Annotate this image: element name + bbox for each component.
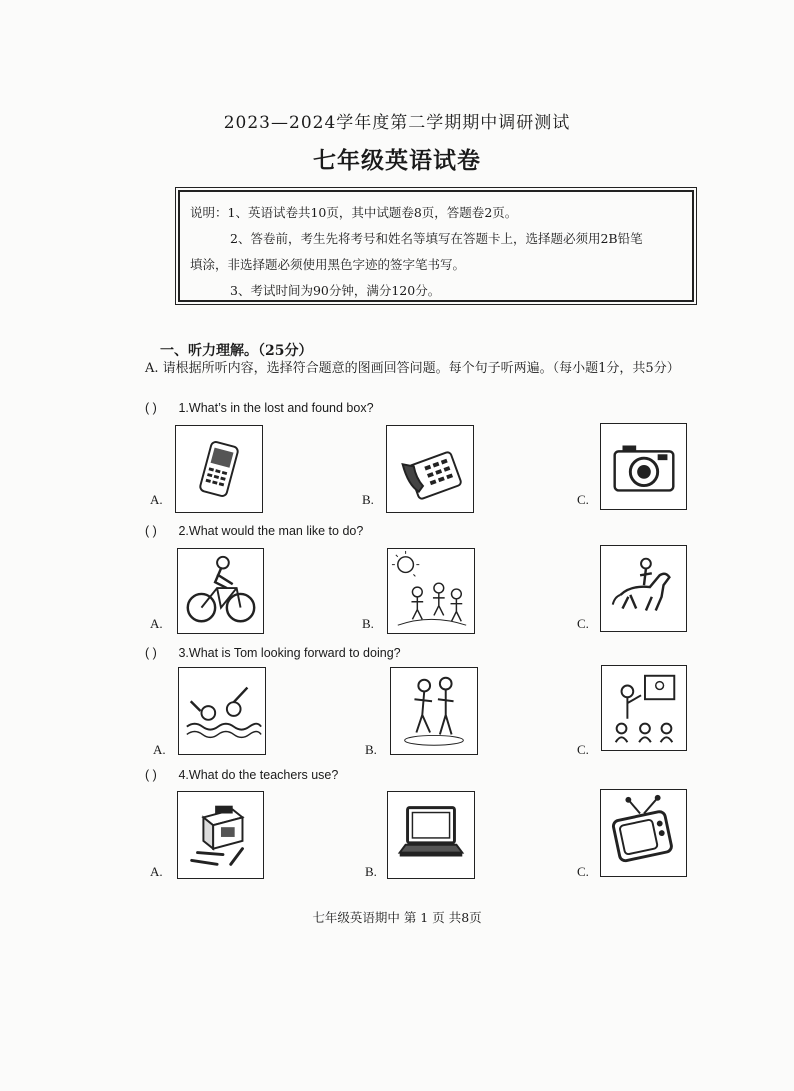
question-text: 2.What would the man like to do?	[178, 524, 364, 538]
presentation-image	[601, 665, 687, 751]
section-instruction: A. 请根据所听内容，选择符合题意的图画回答问题。每个句子听两遍。（每小题1分，共5分）	[145, 361, 680, 376]
question-2	[145, 524, 363, 538]
option-label: C.	[577, 742, 589, 757]
notice-line-3: 3、考试时间为90分钟，满分120分。	[230, 283, 441, 298]
option-label: B.	[362, 492, 374, 507]
exam-title: 2023—2024学年度第二学期期中调研测试	[223, 113, 571, 133]
exam-subtitle: 七年级英语试卷	[313, 147, 481, 174]
walking-image	[390, 667, 478, 755]
mobile-phone-image	[175, 425, 263, 513]
chalk-box-image	[177, 791, 264, 879]
camera-image	[600, 423, 687, 510]
option-label: C.	[577, 616, 589, 631]
telephone-image	[386, 425, 474, 513]
option-label: A.	[150, 616, 163, 631]
notice-line-1: 说明：1、英语试卷共10页，其中试题卷8页，答题卷2页。	[190, 205, 518, 220]
option-label: B.	[365, 864, 377, 879]
option-label: B.	[362, 616, 374, 631]
cycling-image	[177, 548, 264, 634]
question-text: 1.What’s in the lost and found box?	[178, 401, 374, 415]
option-label: B.	[365, 742, 377, 757]
notice-line-2: 2、答卷前，考生先将考号和姓名等填写在答题卡上，选择题必须用2B铅笔	[230, 231, 643, 246]
swimming-image	[178, 667, 266, 755]
laptop-image	[387, 791, 475, 879]
answer-blank[interactable]: ( )	[145, 401, 157, 415]
answer-blank[interactable]: ( )	[145, 524, 157, 538]
instructions-box	[178, 190, 694, 302]
question-4	[145, 768, 338, 782]
question-text: 3.What is Tom looking forward to doing?	[178, 646, 401, 660]
picnic-image	[387, 548, 475, 634]
notice-line-2-cont: 填涂，非选择题必须使用黑色字迹的签字笔书写。	[190, 257, 466, 272]
section-title: 一、听力理解。（25分）	[160, 343, 313, 359]
option-label: A.	[150, 864, 163, 879]
option-label: A.	[150, 492, 163, 507]
horse-riding-image	[600, 545, 687, 632]
option-label: A.	[153, 742, 166, 757]
question-1	[145, 401, 374, 415]
question-text: 4.What do the teachers use?	[178, 768, 339, 782]
question-3	[145, 646, 401, 660]
answer-blank[interactable]: ( )	[145, 646, 157, 660]
answer-blank[interactable]: ( )	[145, 768, 157, 782]
option-label: C.	[577, 864, 589, 879]
page-footer: 七年级英语期中 第 1 页 共8页	[312, 910, 482, 925]
television-image	[600, 789, 687, 877]
option-label: C.	[577, 492, 589, 507]
